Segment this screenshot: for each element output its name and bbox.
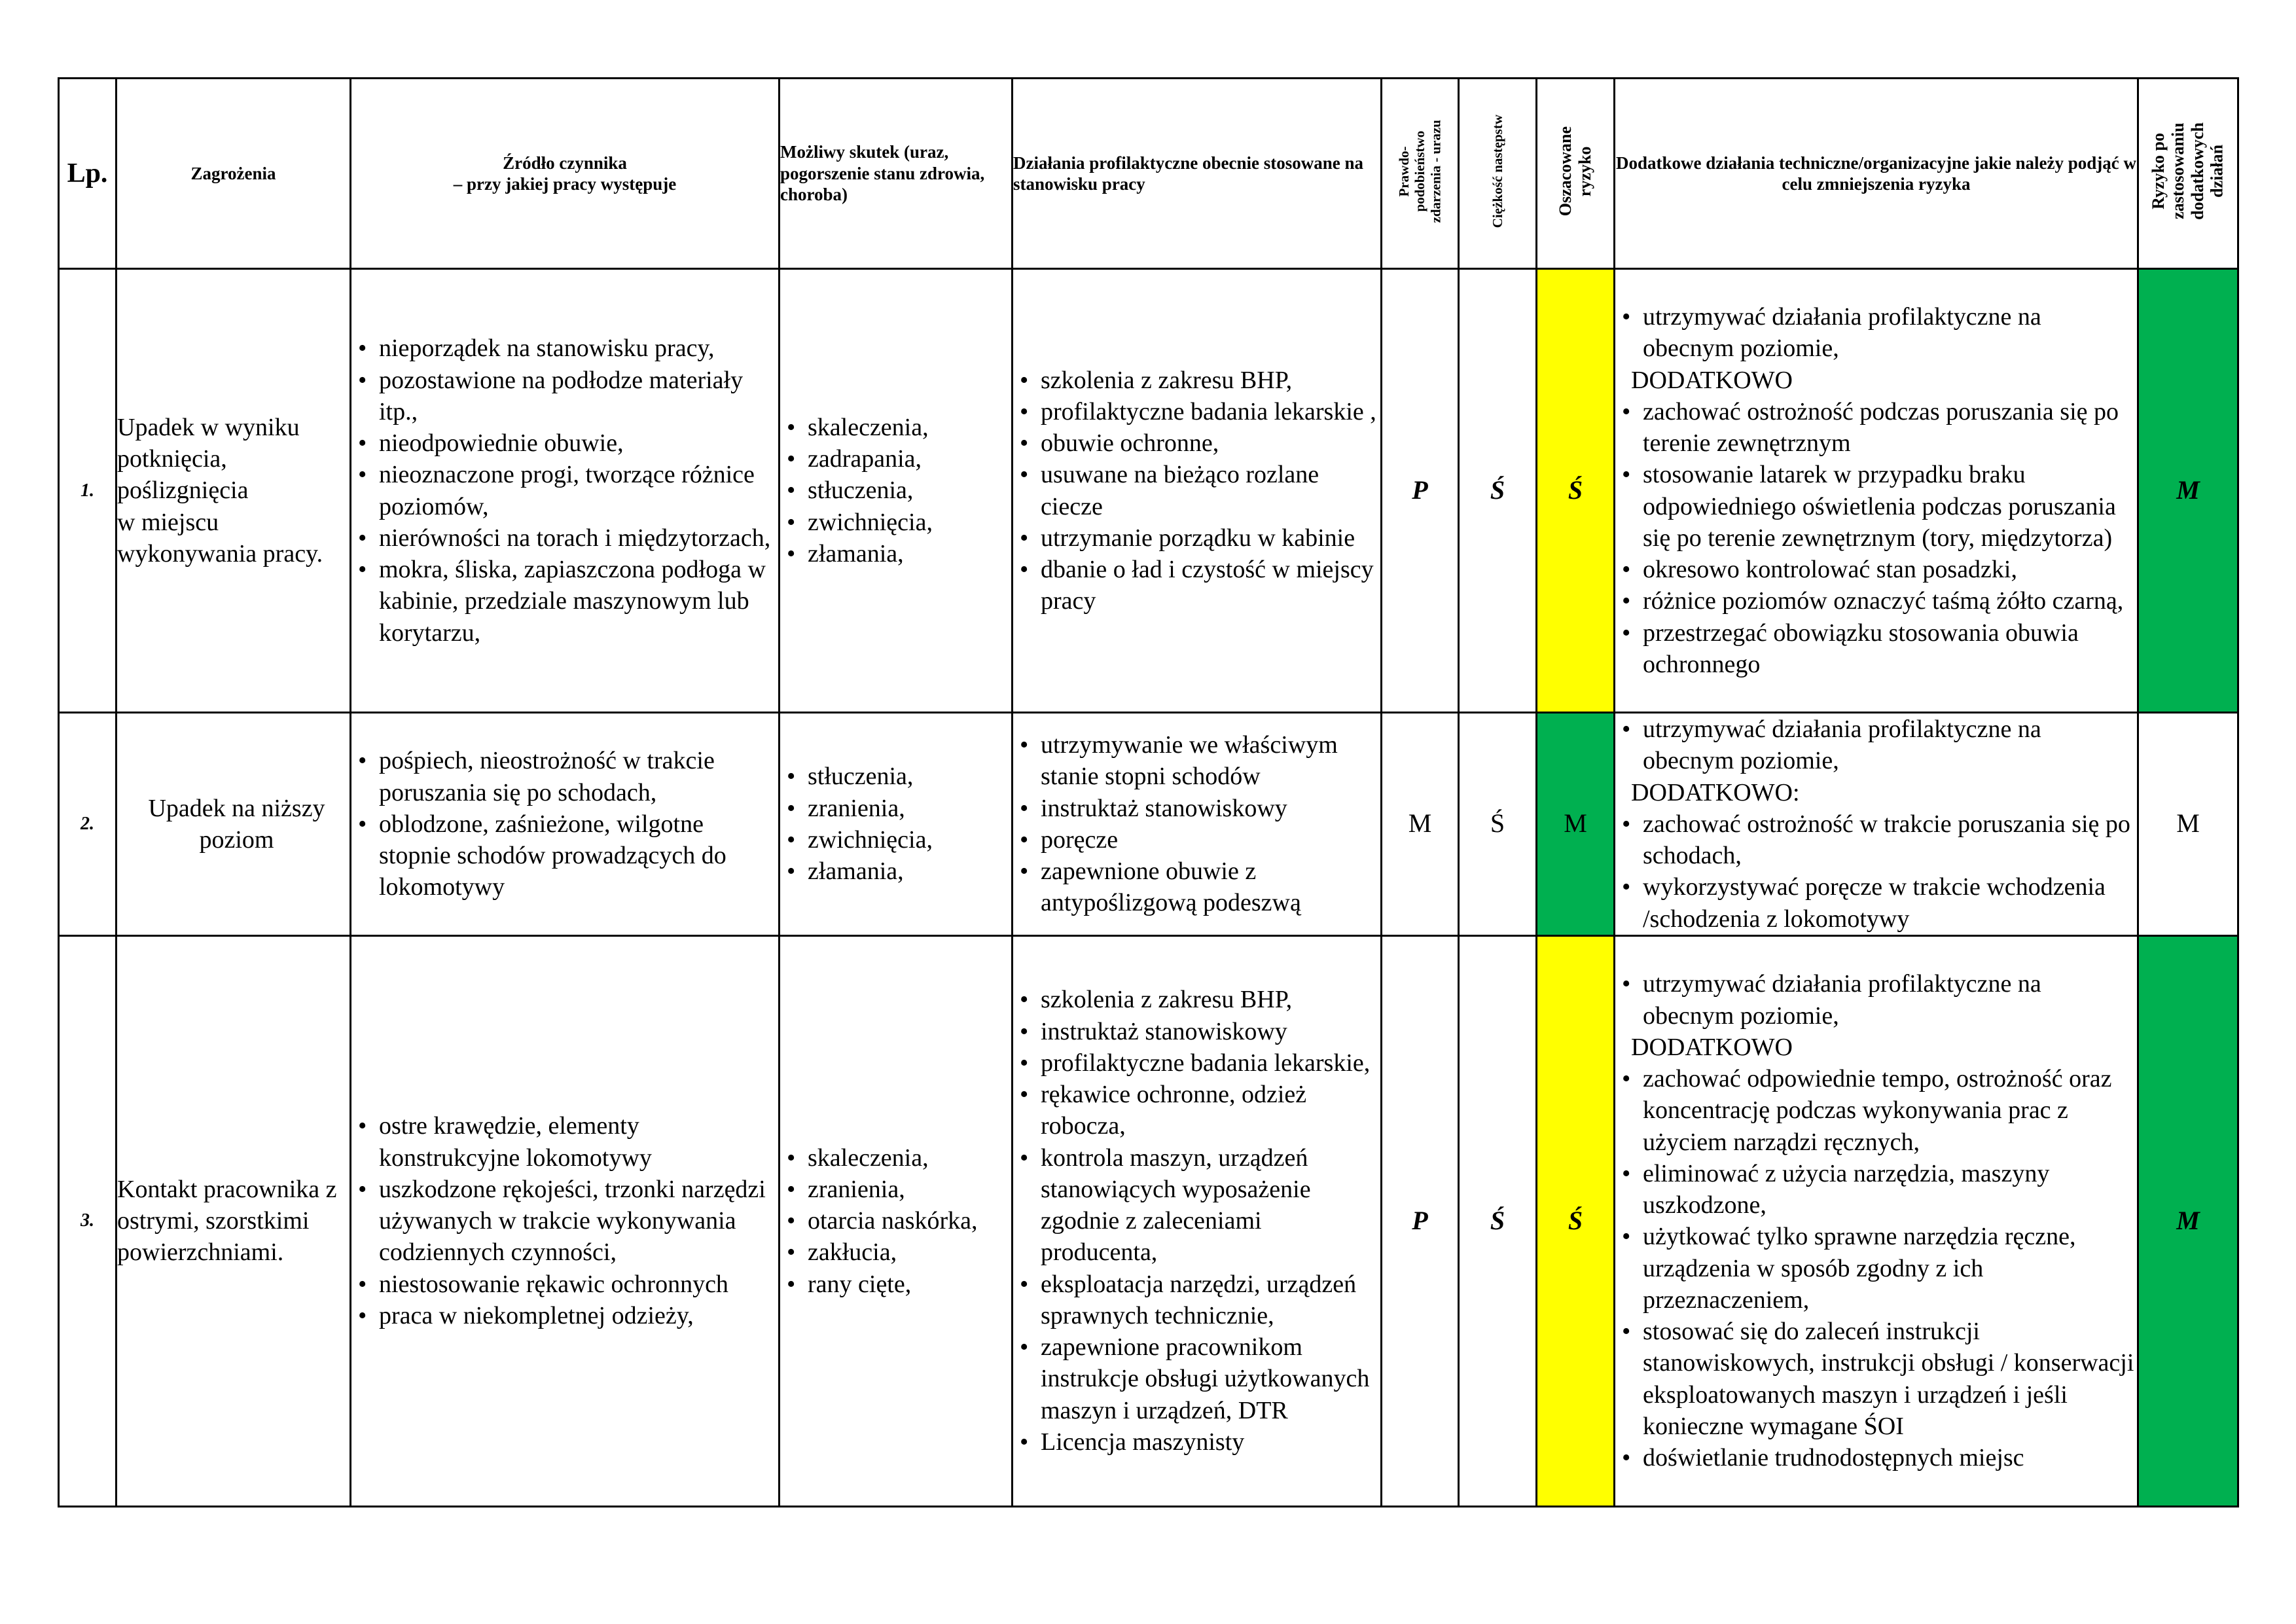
estimated-risk-value: M [1537,713,1615,936]
effects-list [780,412,1011,569]
list-item: • zranienia, [780,793,1011,824]
list-item: • oblodzone, zaśnieżone, wilgotne stopnie schodów prowadzących do lokomotywy [351,808,778,903]
list-item: • szkolenia z zakresu BHP, [1013,365,1380,396]
list-item: • profilaktyczne badania lekarskie , [1013,396,1380,427]
list-item: • Licencja maszynisty [1013,1426,1380,1458]
list-item: • przestrzegać obowiązku stosowania obuwia ochronnego [1615,617,2137,681]
effects-list [780,761,1011,887]
table-row [59,713,2238,936]
probability-value: M [1382,713,1459,936]
additional-label: DODATKOWO: [1631,778,1800,806]
list-item: • szkolenia z zakresu BHP, [1013,984,1380,1015]
probability-value: P [1382,935,1459,1506]
table-body [59,269,2238,1507]
current-measures-list [1013,984,1380,1458]
header-hazard: Zagrożenia [117,79,351,269]
list-item: • stosować się do zaleceń instrukcji stanowiskowych, instrukcji obsługi / konserwacji eksploatowanych maszyn i urządzeń i jeśli konieczne wymagane ŚOI [1615,1316,2137,1442]
header-current-measures: Działania profilaktyczne obecnie stosowane na stanowisku pracy [1013,79,1382,269]
list-item: • zwichnięcia, [780,824,1011,856]
list-item: • zachować odpowiednie tempo, ostrożność oraz koncentrację podczas wykonywania prac z użyciem narządzi ręcznych, [1615,1063,2137,1158]
header-estimated-risk-text: Oszacowane ryzyko [1556,126,1594,216]
list-item: • eliminować z użycia narzędzia, maszyny uszkodzone, [1615,1158,2137,1221]
hazard-sources [351,269,780,713]
sources-list [351,745,778,903]
possible-effects [780,269,1013,713]
additional-label: DODATKOWO [1631,366,1793,394]
list-item: • zachować ostrożność w trakcie poruszania się po schodach, [1615,808,2137,872]
header-additional-measures: Dodatkowe działania techniczne/organizacyjne jakie należy podjąć w celu zmniejszenia ryzyka [1615,79,2138,269]
list-item: • dbanie o ład i czystość w miejscy pracy [1013,554,1380,617]
list-item: • mokra, śliska, zapiaszczona podłoga w kabinie, przedziale maszynowym lub korytarzu, [351,554,778,649]
list-item: • nieporządek na stanowisku pracy, [351,333,778,364]
list-item: • rękawice ochronne, odzież robocza, [1013,1079,1380,1142]
list-item: • stosowanie latarek w przypadku braku odpowiedniego oświetlenia podczas poruszania się po terenie zewnętrznym (tory, międzytorza) [1615,459,2137,554]
residual-risk-value: M [2138,269,2238,713]
estimated-risk-value: Ś [1537,269,1615,713]
list-item: • zapewnione pracownikom instrukcje obsługi użytkowanych maszyn i urządzeń, DTR [1013,1331,1380,1426]
list-item: • nieoznaczone progi, tworzące różnice poziomów, [351,459,778,522]
list-item: • obuwie ochronne, [1013,427,1380,459]
header-probability-text: Prawdo- podobieństwo zdarzenia - urazu [1396,119,1444,223]
list-item: • zapewnione obuwie z antypoślizgową podeszwą [1013,856,1380,919]
effects-list [780,1142,1011,1300]
risk-assessment-table [58,77,2239,1507]
list-item: • wykorzystywać poręcze w trakcie wchodzenia /schodzenia z lokomotywy [1615,871,2137,935]
header-effect: Możliwy skutek (uraz, pogorszenie stanu zdrowia, choroba) [780,79,1013,269]
list-item: • pośpiech, nieostrożność w trakcie poruszania się po schodach, [351,745,778,808]
hazard-name: Upadek na niższy poziom [117,713,351,936]
additional-intro-list [1615,713,2137,777]
header-severity-text: Ciężkość następstw [1489,114,1505,228]
list-item: • poręcze [1013,824,1380,856]
list-item: • nieodpowiednie obuwie, [351,427,778,459]
severity-value: Ś [1459,713,1537,936]
row-number: 2. [59,713,117,936]
header-severity [1459,79,1537,269]
list-item: • otarcia naskórka, [780,1205,1011,1236]
list-item: • nierówności na torach i międzytorzach, [351,522,778,554]
list-item: • skaleczenia, [780,412,1011,443]
list-item: • zachować ostrożność podczas poruszania się po terenie zewnętrznym [1615,396,2137,460]
hazard-name: Kontakt pracownika z ostrymi, szorstkimi powierzchniami. [117,935,351,1506]
additional-measures [1615,713,2138,936]
header-source-text: Źródło czynnika – przy jakiej pracy występuje [453,153,677,194]
list-item: • profilaktyczne badania lekarskie, [1013,1047,1380,1079]
list-item: • eksploatacja narzędzi, urządzeń sprawnych technicznie, [1013,1269,1380,1332]
header-estimated-risk [1537,79,1615,269]
additional-measures [1615,269,2138,713]
list-item: • ostre krawędzie, elementy konstrukcyjne lokomotywy [351,1110,778,1174]
list-item: • utrzymanie porządku w kabinie [1013,522,1380,554]
list-item: • utrzymywanie we właściwym stanie stopni schodów [1013,729,1380,793]
probability-value: P [1382,269,1459,713]
severity-value: Ś [1459,935,1537,1506]
additional-intro-list [1615,968,2137,1032]
additional-measures-list [1615,396,2137,680]
current-measures [1013,935,1382,1506]
additional-label: DODATKOWO [1631,1033,1793,1061]
list-item: • usuwane na bieżąco rozlane ciecze [1013,459,1380,522]
additional-measures [1615,935,2138,1506]
list-item: • złamania, [780,538,1011,569]
list-item: • zakłucia, [780,1236,1011,1268]
risk-assessment-sheet [58,77,2237,1506]
estimated-risk-value: Ś [1537,935,1615,1506]
list-item: • zadrapania, [780,443,1011,475]
list-item: • praca w niekompletnej odzieży, [351,1300,778,1331]
list-item: • stłuczenia, [780,761,1011,792]
list-item: • różnice poziomów oznaczyć taśmą żółto czarną, [1615,585,2137,617]
sources-list [351,333,778,649]
list-item: • użytkować tylko sprawne narzędzia ręczne, urządzenia w sposób zgodny z ich przeznaczeniem, [1615,1221,2137,1316]
list-item: • zranienia, [780,1174,1011,1205]
additional-intro-list [1615,301,2137,365]
list-item: • kontrola maszyn, urządzeń stanowiących wyposażenie zgodnie z zaleceniami producenta, [1013,1142,1380,1269]
severity-value: Ś [1459,269,1537,713]
current-measures [1013,713,1382,936]
header-residual-risk [2138,79,2238,269]
header-probability [1382,79,1459,269]
additional-measures-list [1615,808,2137,935]
list-item: • okresowo kontrolować stan posadzki, [1615,554,2137,585]
list-item: • zwichnięcia, [780,507,1011,538]
possible-effects [780,935,1013,1506]
list-item: • doświetlanie trudnodostępnych miejsc [1615,1442,2137,1473]
list-item: • instruktaż stanowiskowy [1013,793,1380,824]
list-item: • niestosowanie rękawic ochronnych [351,1269,778,1300]
list-item: • stłuczenia, [780,475,1011,506]
hazard-name: Upadek w wyniku potknięcia, poślizgnięcia w miejscu wykonywania pracy. [117,269,351,713]
table-row [59,269,2238,713]
list-item: • utrzymywać działania profilaktyczne na obecnym poziomie, [1615,713,2137,777]
list-item: • uszkodzone rękojeści, trzonki narzędzi używanych w trakcie wykonywania codziennych czynności, [351,1174,778,1269]
list-item: • skaleczenia, [780,1142,1011,1174]
row-number: 1. [59,269,117,713]
list-item: • złamania, [780,856,1011,887]
list-item: • pozostawione na podłodze materiały itp., [351,365,778,428]
current-measures [1013,269,1382,713]
current-measures-list [1013,365,1380,617]
hazard-sources [351,713,780,936]
header-residual-risk-text: Ryzyko po zastosowaniu dodatkowych działań [2149,122,2227,220]
list-item: • utrzymywać działania profilaktyczne na obecnym poziomie, [1615,301,2137,365]
table-row [59,935,2238,1506]
residual-risk-value: M [2138,713,2238,936]
list-item: • utrzymywać działania profilaktyczne na obecnym poziomie, [1615,968,2137,1032]
header-lp: Lp. [59,79,117,269]
current-measures-list [1013,729,1380,919]
list-item: • instruktaż stanowiskowy [1013,1016,1380,1047]
row-number: 3. [59,935,117,1506]
list-item: • rany cięte, [780,1269,1011,1300]
additional-measures-list [1615,1063,2137,1473]
residual-risk-value: M [2138,935,2238,1506]
header-row [59,79,2238,269]
sources-list [351,1110,778,1331]
header-source [351,79,780,269]
hazard-sources [351,935,780,1506]
possible-effects [780,713,1013,936]
